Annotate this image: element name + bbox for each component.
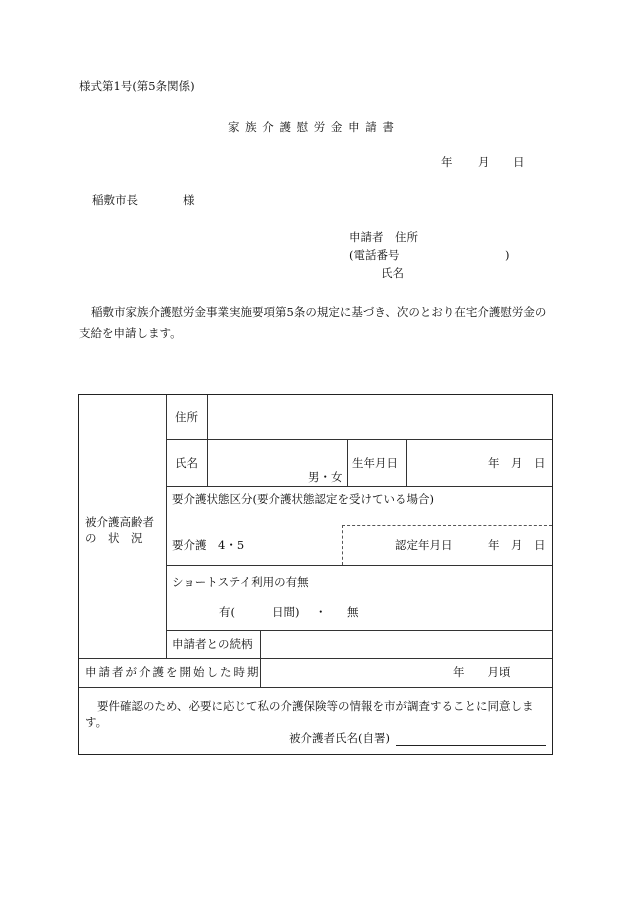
addressee-name: 稲敷市長 — [92, 193, 138, 207]
signature-line[interactable] — [396, 745, 546, 746]
applicant-address-label: 住所 — [395, 230, 418, 244]
certification-date-value[interactable]: 年 月 日 — [488, 538, 546, 552]
consent-statement — [85, 698, 547, 730]
applicant-phone-field[interactable] — [405, 247, 500, 263]
care-level-heading: 要介護状態区分(要介護状態認定を受けている場合) — [172, 492, 434, 506]
applicant-address-field[interactable] — [425, 229, 555, 245]
column-divider — [406, 439, 407, 486]
page-title: 家 族 介 護 慰 労 金 申 請 書 — [228, 120, 395, 134]
row-divider — [166, 439, 552, 440]
row-divider — [79, 687, 552, 688]
form-number: 様式第1号(第5条関係) — [79, 79, 195, 93]
applicant-name-field[interactable] — [410, 265, 550, 281]
short-stay-days-label: 日間) — [272, 605, 300, 619]
elderly-name-label: 氏名 — [175, 456, 198, 470]
section-label-line1: 被介護高齢者 — [85, 515, 154, 529]
care-level-value[interactable]: 要介護 4・5 — [172, 538, 245, 552]
relation-field[interactable] — [264, 633, 548, 655]
row-divider — [166, 565, 552, 566]
row-divider — [166, 630, 552, 631]
birth-date-value[interactable]: 年 月 日 — [488, 456, 546, 470]
column-divider — [166, 395, 167, 658]
section-label-line2: の 状 況 — [85, 531, 143, 545]
certification-date-label: 認定年月日 — [395, 538, 453, 552]
application-statement-text: 稲敷市家族介護慰労金事業実施要項第5条の規定に基づき、次のとおり在宅介護慰労金の支給を申請します。 — [79, 305, 547, 340]
column-divider — [207, 395, 208, 486]
row-divider — [79, 658, 552, 659]
applicant-phone-label: (電話番号 — [349, 248, 400, 262]
short-stay-yes-option[interactable]: 有( — [219, 605, 235, 619]
column-divider — [347, 439, 348, 486]
care-start-label: 申請者が介護を開始した時期 — [85, 665, 261, 679]
signature-label: 被介護者氏名(自署) — [289, 731, 390, 745]
short-stay-heading: ショートステイ利用の有無 — [172, 575, 309, 589]
date-year-label: 年 — [441, 155, 453, 169]
relation-label: 申請者との続柄 — [172, 637, 253, 651]
elderly-status-form — [78, 394, 553, 755]
addressee-honorific: 様 — [183, 193, 195, 207]
applicant-name-label: 氏名 — [381, 266, 404, 280]
short-stay-separator: ・ — [315, 605, 327, 619]
elderly-address-label: 住所 — [175, 410, 198, 424]
date-day-label: 日 — [513, 155, 525, 169]
dashed-divider — [342, 525, 552, 526]
application-statement — [79, 302, 553, 344]
elderly-address-field[interactable] — [210, 399, 548, 436]
date-month-label: 月 — [478, 155, 490, 169]
birth-date-label: 生年月日 — [352, 456, 398, 470]
elderly-name-field[interactable] — [210, 442, 344, 466]
applicant-label: 申請者 — [349, 230, 384, 244]
dashed-column-divider — [342, 525, 343, 565]
consent-statement-text: 要件確認のため、必要に応じて私の介護保険等の情報を市が調査することに同意します。 — [85, 699, 534, 729]
applicant-phone-close: ) — [505, 248, 510, 262]
sex-options[interactable]: 男・女 — [308, 470, 343, 484]
row-divider — [166, 486, 552, 487]
short-stay-no-option[interactable]: 無 — [347, 605, 359, 619]
care-start-value[interactable]: 年 月頃 — [453, 665, 511, 679]
